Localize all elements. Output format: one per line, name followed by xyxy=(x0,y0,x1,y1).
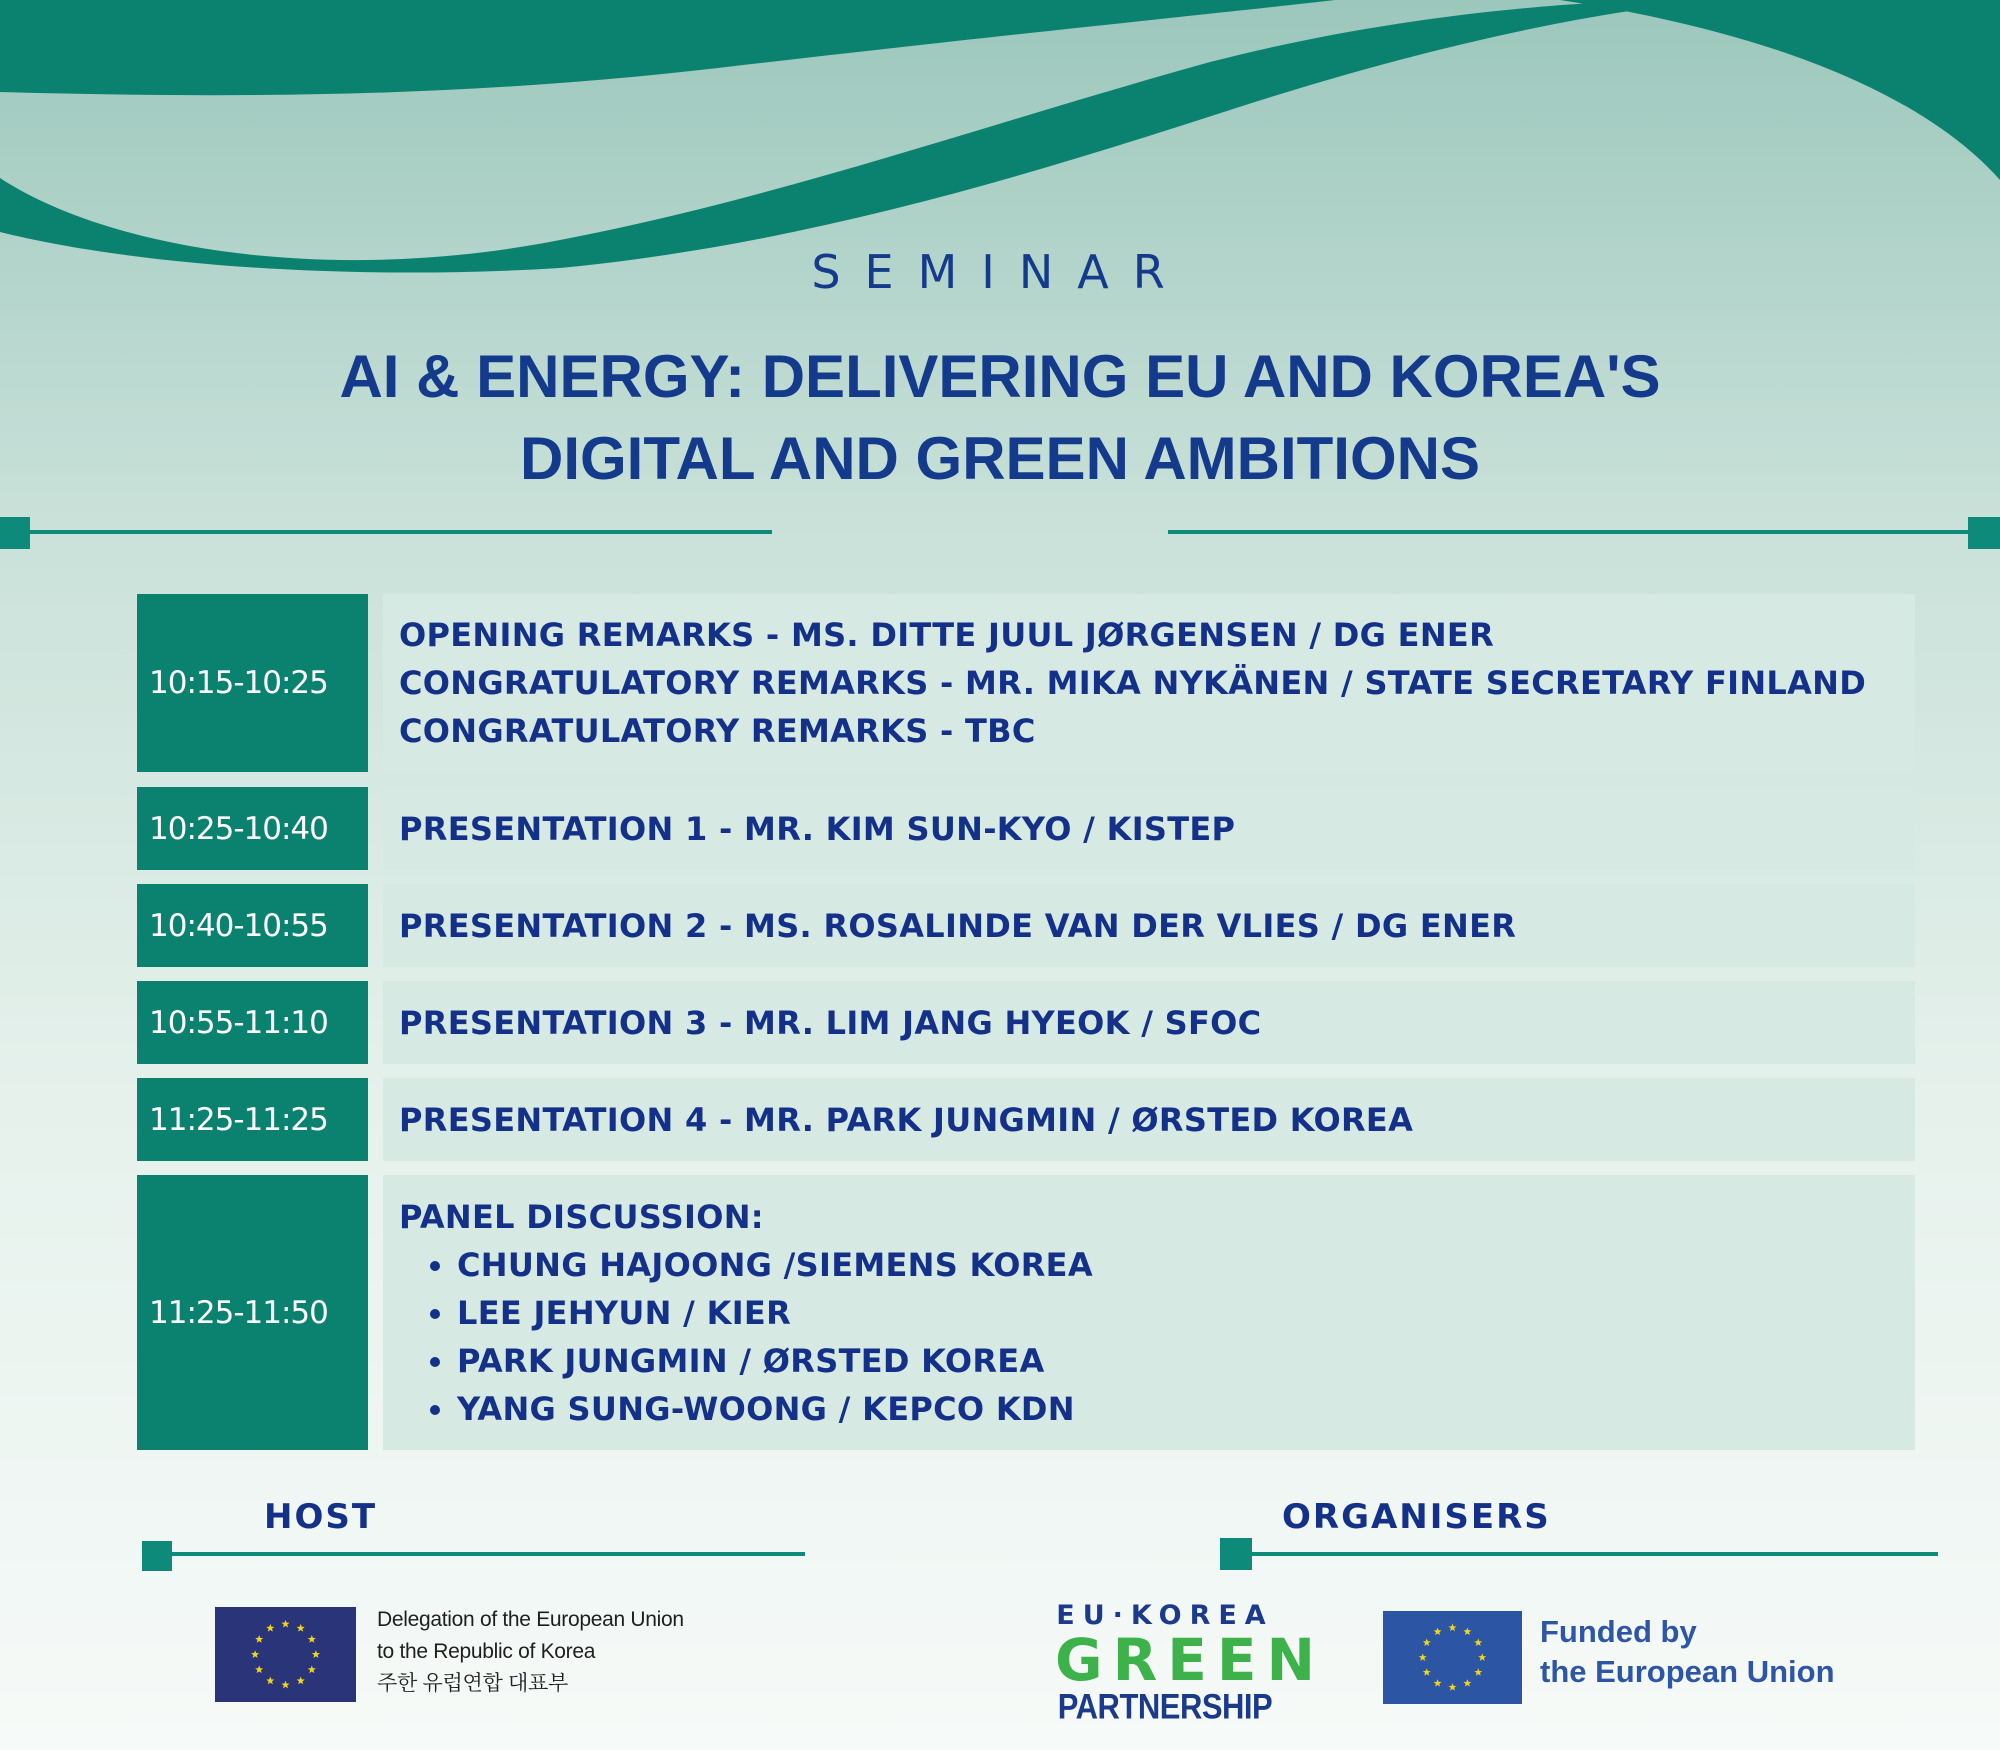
logo-eu-korea: EU·KOREA xyxy=(1056,1600,1274,1631)
agenda-item xyxy=(383,1078,1915,1161)
organisers-heading: ORGANISERS xyxy=(1282,1497,1551,1537)
logo-partnership: PARTNERSHIP xyxy=(1057,1686,1273,1727)
divider-square-left xyxy=(0,517,30,549)
header-wave-decoration xyxy=(0,0,2000,280)
divider-square-right xyxy=(1968,517,2000,549)
seminar-kicker: SEMINAR xyxy=(811,245,1189,299)
host-line-1: Delegation of the European Union xyxy=(377,1608,684,1631)
panel-list xyxy=(399,1241,1915,1433)
agenda-item xyxy=(383,787,1915,870)
page-title xyxy=(0,336,2000,500)
agenda-line: PRESENTATION 2 - MS. ROSALINDE VAN DER VLIES / DG ENER xyxy=(399,906,1517,945)
agenda-time: 11:25-11:25 xyxy=(137,1078,368,1161)
logo-green: GREEN xyxy=(1055,1626,1326,1694)
agenda-line: CONGRATULATORY REMARKS - MR. MIKA NYKÄNEN / STATE SECRETARY FINLAND xyxy=(399,664,1867,702)
agenda-time: 10:25-10:40 xyxy=(137,787,368,870)
agenda-item xyxy=(383,884,1915,967)
host-line-2: to the Republic of Korea xyxy=(377,1640,596,1663)
agenda-time: 10:55-11:10 xyxy=(137,981,368,1064)
host-divider-square xyxy=(142,1541,172,1571)
funded-line-2: the European Union xyxy=(1540,1654,1835,1689)
panel-member: • YANG SUNG-WOONG / KEPCO KDN xyxy=(457,1385,1915,1433)
host-heading: HOST xyxy=(264,1497,378,1537)
agenda-line: CONGRATULATORY REMARKS - TBC xyxy=(399,712,1036,750)
eu-flag-icon xyxy=(1383,1611,1522,1704)
eu-flag-icon xyxy=(215,1607,356,1702)
organisers-divider-square xyxy=(1220,1538,1252,1570)
title-line-2: DIGITAL AND GREEN AMBITIONS xyxy=(520,425,1480,492)
divider-line-left xyxy=(30,530,772,534)
agenda-time: 10:40-10:55 xyxy=(137,884,368,967)
funded-by-eu-text xyxy=(1540,1612,1835,1692)
panel-heading: PANEL DISCUSSION: xyxy=(399,1197,764,1236)
panel-member: • PARK JUNGMIN / ØRSTED KOREA xyxy=(457,1337,1915,1385)
agenda-line: PRESENTATION 4 - MR. PARK JUNGMIN / ØRSTED KOREA xyxy=(399,1100,1414,1139)
eu-korea-green-partnership-logo xyxy=(1055,1600,1326,1727)
organisers-divider-line xyxy=(1252,1552,1938,1556)
agenda-item xyxy=(383,981,1915,1064)
agenda-item-panel xyxy=(383,1175,1915,1450)
host-line-3: 주한 유럽연합 대표부 xyxy=(377,1672,568,1695)
agenda-time: 10:15-10:25 xyxy=(137,594,368,772)
funded-line-1: Funded by xyxy=(1540,1614,1697,1649)
panel-member: • LEE JEHYUN / KIER xyxy=(457,1289,1915,1337)
agenda-line: PRESENTATION 3 - MR. LIM JANG HYEOK / SFOC xyxy=(399,1003,1262,1042)
agenda-line: PRESENTATION 1 - MR. KIM SUN-KYO / KISTEP xyxy=(399,809,1236,848)
host-delegation-text xyxy=(377,1604,684,1700)
divider-line-right xyxy=(1168,530,1968,534)
agenda-time: 11:25-11:50 xyxy=(137,1175,368,1450)
panel-member: • CHUNG HAJOONG /SIEMENS KOREA xyxy=(457,1241,1915,1289)
title-line-1: AI & ENERGY: DELIVERING EU AND KOREA'S xyxy=(339,343,1661,410)
agenda-item xyxy=(383,594,1915,772)
agenda-line: OPENING REMARKS - MS. DITTE JUUL JØRGENSEN / DG ENER xyxy=(399,616,1495,654)
host-divider-line xyxy=(172,1552,805,1556)
